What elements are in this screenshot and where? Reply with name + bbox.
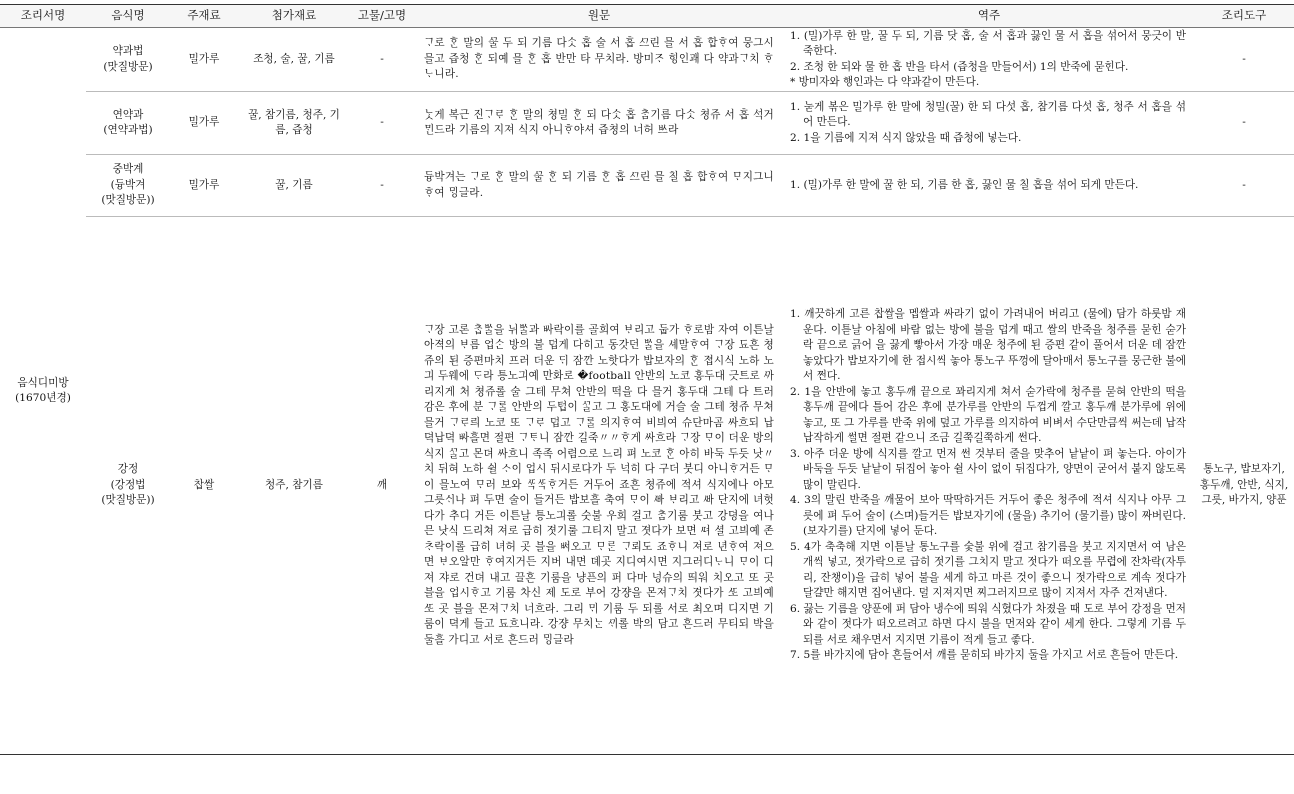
note-item: 3. 아주 더운 방에 식지를 깔고 먼저 썬 것부터 줄을 맞추어 낱낱이 펴 놓는다. 아이가 바둑을 두듯 낱낱이 뒤집어 놓아 쉴 사이 없이 뒤집다가, 양면이 굳어서 붙지 않도록 많이 말린다.	[790, 447, 1186, 491]
tools: 통노구, 밥보자기, 홍두깨, 안반, 식지, 그릇, 바가지, 양푼	[1194, 217, 1294, 755]
header-main: 주재료	[170, 5, 238, 28]
note-item: 2. 1을 안반에 놓고 홍두깨 끝으로 꽈리지게 쳐서 숟가락에 청주를 묻혀 안반의 떡을 홍두깨 끝에다 틀어 감은 후에 분가루를 안반의 두껍게 깔고 홍두깨 분가루에 위에 놓고, 또 그 가루를 반죽 위에 덮고 가루를 의지하여 비벼서 수단만큼씩 써는데 납작납작하게 썰면 절편 같으니 조금 길쭉길쭉하게 썬다.	[790, 385, 1186, 445]
garnish: 깨	[350, 217, 414, 755]
note-item: 6. 끓는 기름을 양푼에 퍼 담아 냉수에 띄워 식혔다가 차졌을 때 도로 부어 강정을 먼저와 같이 젓다가 떠오르려고 하면 다시 불을 먼저와 같이 세게 한다. 그렇게 기름 두 되를 서로 채우면서 지지면 기름이 적게 들고 좋다.	[790, 602, 1186, 646]
note-item: 7. 5를 바가지에 담아 흔들어서 깨를 묻히되 바가지 둘을 가지고 서로 흔들어 만든다.	[790, 649, 1179, 662]
food-cell	[86, 217, 170, 755]
note-item: 1. 깨끗하게 고른 찹쌀을 멥쌀과 싸라기 없이 가려내어 버리고 (물에) 담가 하룻밤 재운다. 이튿날 아침에 바람 없는 방에 불을 덥게 때고 쌀의 반죽을 청주를 묻힌 숟가락 끝으로 긁어 을 끓게 빻아서 가장 매운 청주에 된 증편 같이 풀어서 더운 데 잠깐 놓았다가 밥보자기에 한 접시씩 놓아 통노구 뚜껑에 달아매서 통노구를 뭉근한 불에서 쩐다.	[790, 308, 1186, 383]
note-item: 2. 조청 한 되와 물 한 홉 반을 타서 (즙청을 만들어서) 1의 반죽에 묻힌다.	[790, 60, 1129, 73]
added-ingredients: 꿀, 참기름, 청주, 기름, 즙청	[238, 92, 350, 155]
food-cell	[86, 28, 170, 92]
note-item: 1. (밀)가루 한 말, 꿀 두 되, 기름 닷 홉, 술 서 홉과 끓인 물 서 홉을 섞어서 뭉긋이 반죽한다.	[790, 29, 1186, 57]
header-original: 원문	[414, 5, 784, 28]
note-item: 5. 4가 축축해 지면 이튿날 통노구를 숯불 위에 걸고 참기름을 붓고 지지면서 여 남은 개씩 넣고, 젓가락으로 급히 젓기를 그치지 말고 젓다가 떠오를 무렵에 잔차락(자투리, 잔챙이)을 급히 넣어 불을 세게 하고 마른 것이 좋으니 젓가락으로 계속 젓다가 달걀만 해지면 집어낸다. 덜 지져지면 찌그러지므로 많이 지져서 자주 건져낸다.	[790, 540, 1186, 600]
main-ingredient: 밀가루	[170, 155, 238, 217]
header-book: 조리서명	[0, 5, 86, 28]
note-extra: * 방미자와 행인과는 다 약과같이 만든다.	[790, 76, 980, 88]
original-text: ᄂᆞᆺ게 복근 진ᄀᆞᄅᆞ ᄒᆞᆫ 말의 쳥밀 ᄒᆞᆫ 되 다ᄉᆞᆺ 홉 ᄎᆞᆷ기름 다ᄉᆞᆺ 쳥쥬 서 홉 석거 ᄆᆡᆫ드라 기름의 지져 식지 아니ᄒᆞ야셔 즙쳥의 너허 ᄡᅳ라	[414, 92, 784, 155]
main-ingredient: 밀가루	[170, 28, 238, 92]
tools: -	[1194, 155, 1294, 217]
table-row	[0, 217, 1294, 755]
note-item: 1. (밀)가루 한 말에 꿀 한 되, 기름 한 홉, 끓인 물 칠 홉을 섞어 되게 만든다.	[790, 178, 1139, 191]
food-alt-name: (강정법	[110, 478, 146, 491]
notes-list	[790, 100, 1186, 147]
book-title: 음식디미방	[17, 376, 69, 389]
food-alt-name: (연약과법)	[103, 124, 153, 136]
original-text: ᄀᆞ장 고론 ᄎᆞᆸᄡᆞᆯ을 뉘ᄡᆞᆯ과 ᄡᅡ락이를 골희여 ᄇᆞ리고 둡가 ᄒᆞ로밤 자여 이튼날 아젹의 ᄇᆞ름 업ᄉᆞᆫ 방의 불 덥게 다히고 동갓던 ᄡᆞᆯ을 셰말ᄒᆞ여 ᄀᆞ장 됴흔 쳥쥬의 된 증편마치 프러 더운 ᄃᆡ 잠깐 노핫다가 밥보자의 ᄒᆞᆫ 졉시식 노하 노긔 두웨에 ᄃᆞ라 틍노긔예 만화로 �football 안반의 노코 홍두대 긋트로 ᄭᅡ리지게 처 쳥쥬롤 술 그테 무쳐 안반의 떡을 다 믈거 홍두대 그테 다 트러 감은 후에 분 ᄀᆞᄅᆞᆯ 안반의 두텁이 ᄭᆞᆯ고 그 홍도대에 거슬 술 그테 쳥쥬 무쳐 믈거 ᄀᆞᄅᆞ릐 노코 또 ᄀᆞᄅᆞ 덥고 ᄀᆞᄅᆞᆯ 의지ᄒᆞ여 비븨여 슈단마곰 싸흐되 납뎍납뎍 ᄡᅡ흘면 절편 ᄀᆞᄐᆞ니 잠깐 길죽〃〃ᄒᆞ게 싸흐라 ᄀᆞ장 ᄆᆞ이 더운 방의 식지 ᄭᆞᆯ고 몬뎌 싸흐니 족족 어렴으로 느리 펴 노코 ᄒᆞᆫ 아히 바둑 두듯 낫〃치 뒤혀 노하 쉴 ᄉᆞ이 업시 뒤시로다가 두 넉히 다 구더 붓디 아니ᄒᆞ거든 ᄆᆞ이 믈노여 ᄆᆞ러 보와 ᄯᆞᆨᄯᆞᆨᄒᆞ거든 거두어 죠흔 쳥쥬에 적셔 식지에나 아모 그릇ᄉᆡ나 펴 두면 술이 들거든 밥보흘 축여 ᄆᆞ이 ᄲᅡ ᄇᆞ리고 ᄲᅡ 단지에 녀헛다가 추디 거든 이튼날 틍노긔롤 숫불 우희 걸고 ᄎᆞᆷ기룸 붓고 강뎡을 여나믄 낫식 드리쳐 져로 급히 졋기룰 그티지 말고 졋다가 보면 ᄯᅧ 셜 고븨예 존ᄎᆞ락이롤 급히 녀허 곳 블을 ᄡᅥ오고 ᄆᆞᄅᆞᆫ ᄀᆞ뢰도 죠ᄒᆞ니 져로 년ᄒᆞ여 져으면 ᄇᆞ오알만 ᄒᆞ여지거든 지버 내면 뎨곳 지디여시면 지그러디ᄂᆞ니 ᄆᆞ이 디져 쟈로 건뎌 내고 끌흔 기룸을 냥픈의 퍼 다마 넝슈의 띄워 치오고 또 곳 블을 업시ᄒᆞ고 기룸 차신 제 도로 부어 강쟝을 몬져ᄀᆞ치 졋다가 ᄯᅩ 고븨예 ᄯᅩ 곳 블을 몬져ᄀᆞ치 너흐라. 그리 ᄆᆡ 기룸 두 되롤 서로 최오며 디지면 기룸이 뎍게 들고 됴흐니라. 강쟝 무치ᄂᆞᆫ ᄭᆡ롤 박의 담고 흔드러 무티되 박을 둘흘 가디고 서로 흔드러 ᄆᆡᆼ글라	[414, 217, 784, 755]
header-food: 음식명	[86, 5, 170, 28]
note-item: 2. 1을 기름에 지져 식지 않았을 때 즙청에 넣는다.	[790, 131, 1022, 144]
note-item: 1. 눋게 볶은 밀가루 한 말에 청밀(꿀) 한 되 다섯 홉, 참기름 다섯 홉, 청주 서 홉을 섞어 만든다.	[790, 100, 1186, 129]
added-ingredients: 청주, 참기름	[238, 217, 350, 755]
notes-list	[790, 29, 1186, 76]
notes-cell	[784, 217, 1194, 755]
food-cell	[86, 92, 170, 155]
notes-cell	[784, 155, 1194, 217]
header-notes: 역주	[784, 5, 1194, 28]
added-ingredients: 조청, 술, 꿀, 기름	[238, 28, 350, 92]
notes-list	[790, 307, 1186, 664]
food-name: 강정	[117, 463, 139, 476]
header-row	[0, 5, 1294, 28]
food-name: 중박계	[112, 163, 144, 176]
food-alt-name: (맛질방문)	[103, 60, 153, 73]
header-tools: 조리도구	[1194, 5, 1294, 28]
food-name: 약과법	[112, 45, 144, 57]
table-row	[0, 28, 1294, 92]
main-ingredient: 찹쌀	[170, 217, 238, 755]
note-item: 4. 3의 말린 반죽을 깨물어 보아 딱딱하거든 거두어 좋은 청주에 적셔 식지나 아무 그릇에 펴 두어 술이 (스며)들거든 밥보자기에 (물을) 추기어 (물기를) 많이 짜버린다. (보자기를) 단지에 넣어 둔다.	[790, 494, 1186, 538]
original-text: ᄀᆞ로 ᄒᆞᆫ 말의 ᄭᅮᆯ 두 되 기름 다ᄉᆞᆺ 홉 술 서 홉 ᄭᅳ린 믈 서 홉 합ᄒᆞ여 뭉그시 믈고 즙청 ᄒᆞᆫ 되예 믈 ᄒᆞᆫ 홉 반만 타 무치라. 방미ᄌᆞ 힝인괘 다 약과ᄀᆞ치 ᄒᆞᄂᆞ니라.	[414, 28, 784, 92]
tools: -	[1194, 28, 1294, 92]
food-name: 연약과	[112, 108, 144, 121]
header-added: 첨가재료	[238, 5, 350, 28]
book-cell	[0, 28, 86, 755]
table-row	[0, 155, 1294, 217]
table-row	[0, 92, 1294, 155]
original-text: 듕박겨는 ᄀᆞ로 ᄒᆞᆫ 말의 ᄭᅮᆯ ᄒᆞᆫ 되 기름 ᄒᆞᆫ 홉 ᄭᅳ린 믈 칠 홉 합ᄒᆞ여 ᄆᆞ지그니ᄒᆞ여 ᄆᆡᆼ글라.	[414, 155, 784, 217]
main-ingredient: 밀가루	[170, 92, 238, 155]
tools: -	[1194, 92, 1294, 155]
notes-list	[790, 178, 1186, 194]
food-cell	[86, 155, 170, 217]
food-source: (맛질방문))	[101, 194, 155, 207]
garnish: -	[350, 155, 414, 217]
recipe-table	[0, 4, 1294, 755]
added-ingredients: 꿀, 기름	[238, 155, 350, 217]
book-date: (1670년경)	[15, 392, 71, 404]
garnish: -	[350, 92, 414, 155]
notes-cell	[784, 92, 1194, 155]
food-source: (맛질방문))	[101, 494, 155, 507]
garnish: -	[350, 28, 414, 92]
notes-cell	[784, 28, 1194, 92]
food-alt-name: (듕박겨	[110, 178, 146, 191]
header-garnish: 고물/고명	[350, 5, 414, 28]
